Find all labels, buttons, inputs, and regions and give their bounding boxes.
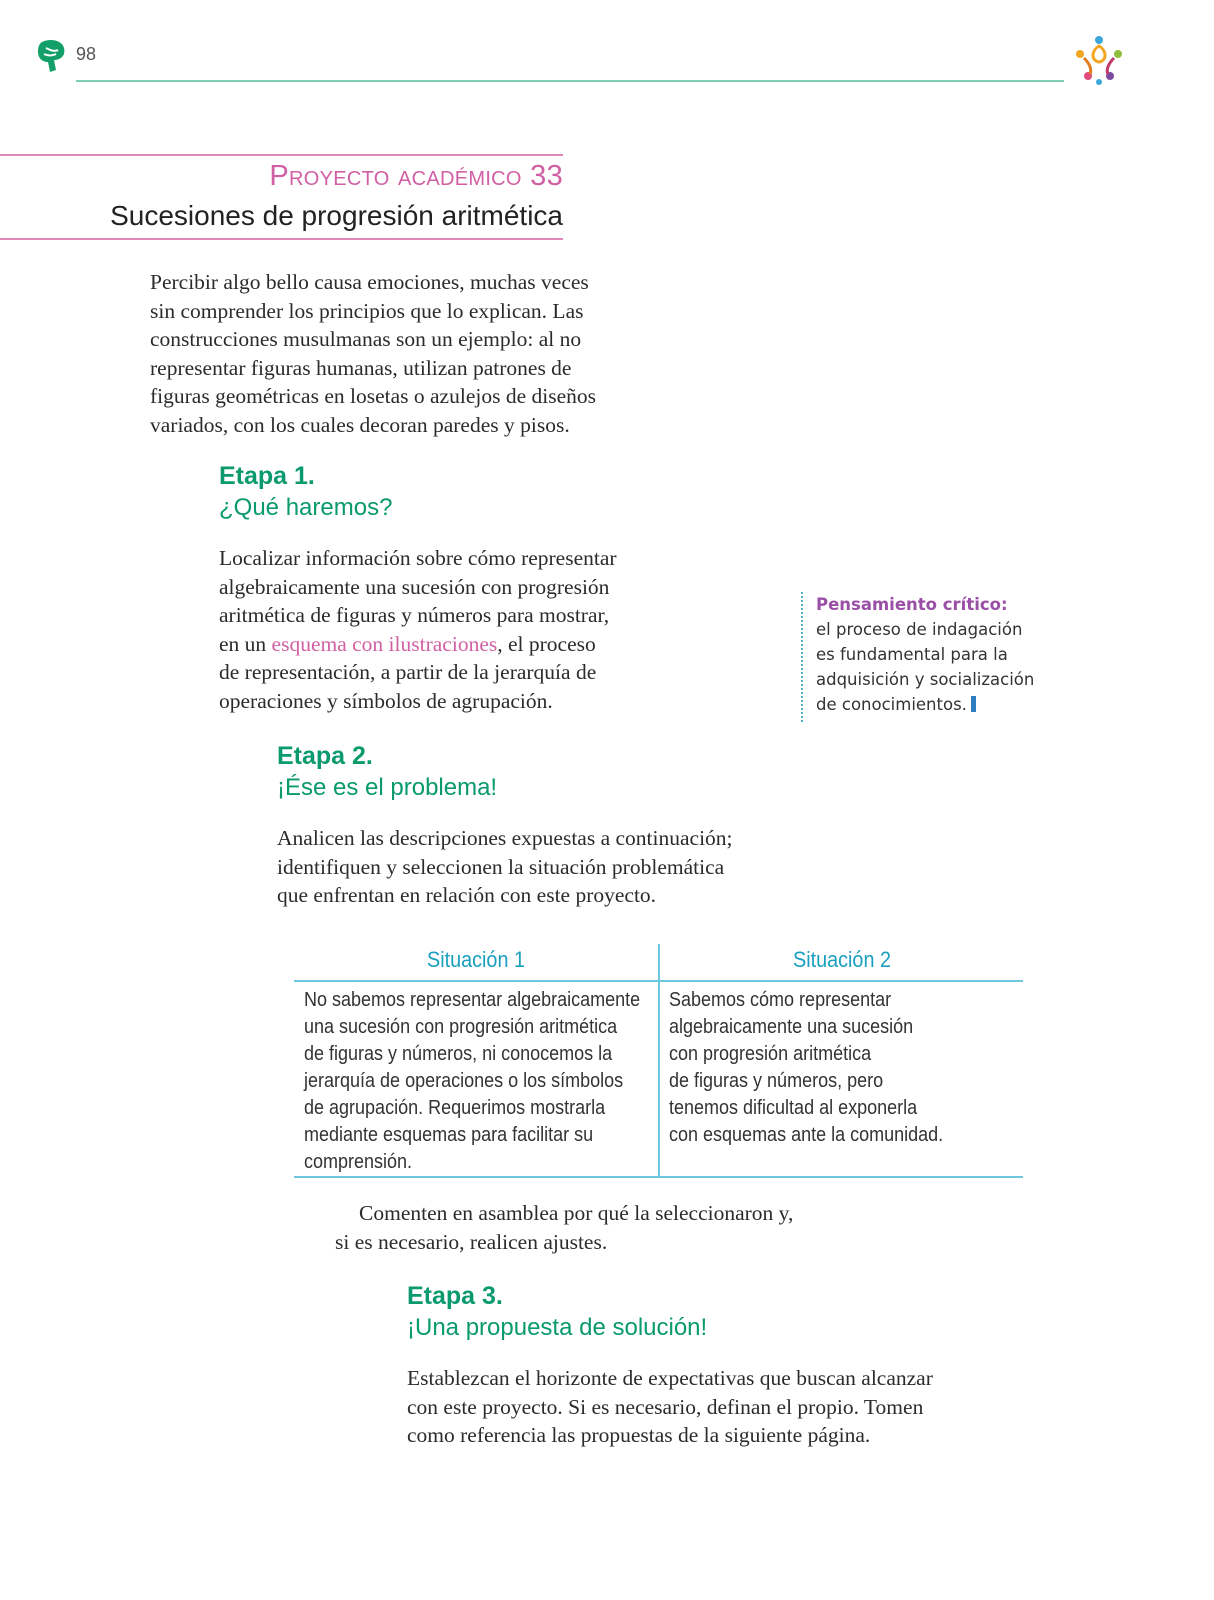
side-note-line: el proceso de indagación xyxy=(816,620,1023,639)
situation-1-line: comprensión. xyxy=(304,1151,413,1173)
intro-line: sin comprender los principios que lo explican. Las xyxy=(150,298,584,323)
etapa2-title: Etapa 2. xyxy=(277,742,373,770)
etapa2-subtitle: ¡Ése es el problema! xyxy=(277,774,498,801)
table-bottom-rule xyxy=(294,1176,1023,1178)
community-logo-icon xyxy=(1070,30,1128,88)
etapa1-line: Localizar información sobre cómo representar xyxy=(219,546,617,570)
situation-2-header: Situación 2 xyxy=(793,947,891,972)
etapa1-line-text: en un xyxy=(219,631,272,656)
situation-2-line: algebraicamente una sucesión xyxy=(669,1016,914,1038)
side-note-line xyxy=(816,692,1061,717)
etapa3-subtitle: ¡Una propuesta de solución! xyxy=(407,1314,708,1341)
side-note-line: adquisición y socialización xyxy=(816,670,1035,689)
title-rule-bottom xyxy=(0,238,563,240)
situation-2-line: tenemos dificultad al exponerla xyxy=(669,1097,918,1119)
etapa1-line: algebraicamente una sucesión con progresión xyxy=(219,574,610,599)
intro-paragraph xyxy=(150,268,630,439)
situation-2-line: de figuras y números, pero xyxy=(669,1070,884,1092)
situation-1-column xyxy=(294,940,658,978)
situation-1-line: mediante esquemas para facilitar su xyxy=(304,1124,594,1146)
etapa1-line: aritmética de figuras y números para mostrar, xyxy=(219,603,610,627)
table-column-divider xyxy=(658,944,660,1178)
page-number: 98 xyxy=(76,44,97,64)
etapa1-paragraph xyxy=(219,544,659,715)
etapa2-line: que enfrentan en relación con este proyecto. xyxy=(277,883,657,907)
situation-2-text xyxy=(669,987,943,1149)
etapa1-line-text: , el proceso xyxy=(497,631,596,656)
situation-2-line: Sabemos cómo representar xyxy=(669,989,892,1011)
situation-1-text xyxy=(304,987,640,1176)
leaf-logo-icon xyxy=(36,38,68,74)
situation-1-header: Situación 1 xyxy=(427,947,525,972)
etapa3-paragraph xyxy=(407,1364,1007,1450)
etapa1-subtitle: ¿Qué haremos? xyxy=(219,494,393,521)
title-rule-top xyxy=(0,154,563,156)
etapa1-line xyxy=(219,630,659,659)
header-divider xyxy=(76,80,1064,82)
side-note-line: es fundamental para la xyxy=(816,645,1008,664)
situation-1-line: jerarquía de operaciones o los símbolos xyxy=(304,1070,624,1092)
situation-1-line: de agrupación. Requerimos mostrarla xyxy=(304,1097,606,1119)
etapa1-line: operaciones y símbolos de agrupación. xyxy=(219,688,553,713)
project-subtitle: Sucesiones de progresión aritmética xyxy=(110,200,563,231)
side-note-title: Pensamiento crítico: xyxy=(816,595,1008,614)
intro-line: Percibir algo bello causa emociones, muchas veces xyxy=(150,270,589,294)
side-note-line-text: de conocimientos. xyxy=(816,695,967,714)
comment-paragraph xyxy=(335,1199,895,1256)
etapa1-title: Etapa 1. xyxy=(219,462,315,490)
intro-line: representar figuras humanas, utilizan patrones de xyxy=(150,355,572,380)
etapa3-line: Establezcan el horizonte de expectativas que buscan alcanzar xyxy=(407,1366,933,1390)
situation-2-line: con esquemas ante la comunidad. xyxy=(669,1124,944,1146)
etapa2-line: Analicen las descripciones expuestas a continuación; xyxy=(277,826,733,850)
project-label: Proyecto académico 33 xyxy=(269,160,563,192)
critical-thinking-note xyxy=(801,592,1061,722)
comment-line: si es necesario, realicen ajustes. xyxy=(335,1229,608,1254)
intro-line: construcciones musulmanas son un ejemplo: al no xyxy=(150,327,582,351)
situation-1-line: de figuras y números, ni conocemos la xyxy=(304,1043,613,1065)
etapa1-line: de representación, a partir de la jerarquía de xyxy=(219,660,597,684)
situation-1-line: No sabemos representar algebraicamente xyxy=(304,989,641,1011)
etapa3-title: Etapa 3. xyxy=(407,1282,503,1310)
intro-line: variados, con los cuales decoran paredes y pisos. xyxy=(150,412,570,437)
situation-2-column xyxy=(660,940,1024,978)
highlighted-term: esquema con ilustraciones xyxy=(271,631,498,656)
intro-line: figuras geométricas en losetas o azulejos de diseños xyxy=(150,384,596,408)
situation-1-line: una sucesión con progresión aritmética xyxy=(304,1016,618,1038)
etapa3-line: con este proyecto. Si es necesario, definan el propio. Tomen xyxy=(407,1394,924,1419)
end-mark-icon xyxy=(971,696,976,712)
comment-line: Comenten en asamblea por qué la seleccionaron y, xyxy=(359,1201,794,1225)
etapa2-paragraph xyxy=(277,824,777,910)
situations-table xyxy=(294,940,1023,1178)
etapa3-line: como referencia las propuestas de la siguiente página. xyxy=(407,1423,871,1447)
situation-2-line: con progresión aritmética xyxy=(669,1043,872,1065)
etapa2-line: identifiquen y seleccionen la situación problemática xyxy=(277,854,725,879)
